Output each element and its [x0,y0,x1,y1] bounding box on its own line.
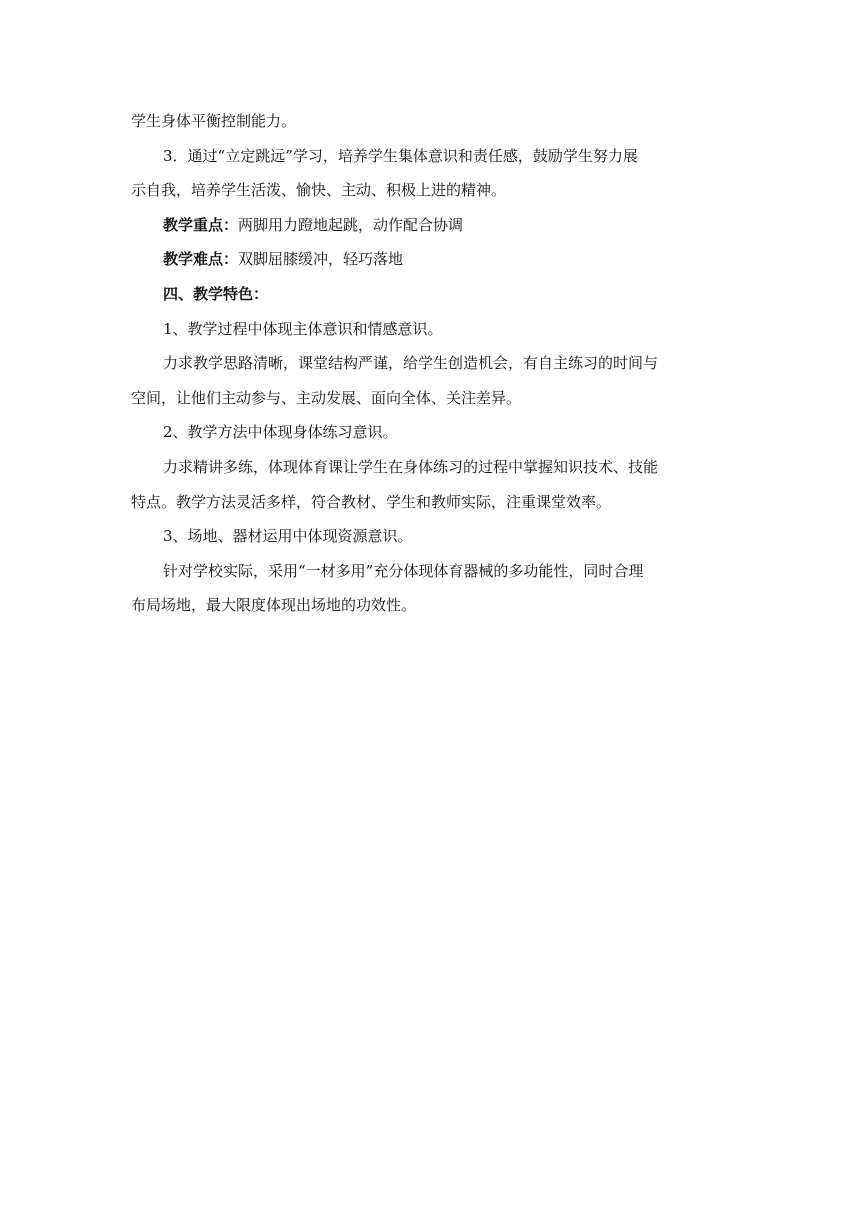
paragraph-line: 3．通过“立定跳远”学习，培养学生集体意识和责任感，鼓励学生努力展 [163,146,638,165]
paragraph-line: 学生身体平衡控制能力。 [131,112,297,130]
document-body [131,104,731,623]
key-point-label: 教学重点： [163,215,239,234]
paragraph-line: 力求教学思路清晰，课堂结构严谨，给学生创造机会，有自主练习的时间与 [163,354,659,373]
subheading-line: 1、教学过程中体现主体意识和情感意识。 [163,319,443,338]
subheading-line: 3、场地、器材运用中体现资源意识。 [163,527,413,546]
difficulty-label: 教学难点： [163,250,239,269]
key-point-line [131,208,731,243]
key-point-text: 两脚用力蹬地起跳，动作配合协调 [238,215,464,234]
paragraph-line: 空间，让他们主动参与、主动发展、面向全体、关注差异。 [131,388,522,407]
paragraph-line: 力求精讲多练，体现体育课让学生在身体练习的过程中掌握知识技术、技能 [163,457,659,476]
difficulty-text: 双脚屈膝缓冲，轻巧落地 [238,250,404,269]
difficulty-line [131,242,731,277]
paragraph-line: 特点。教学方法灵活多样，符合教材、学生和教师实际，注重课堂效率。 [131,492,612,511]
paragraph-line: 示自我，培养学生活泼、愉快、主动、积极上进的精神。 [131,181,507,200]
section-heading: 四、教学特色： [163,284,269,303]
paragraph-line: 布局场地，最大限度体现出场地的功效性。 [131,596,417,615]
paragraph-line: 针对学校实际，采用“一材多用”充分体现体育器械的多功能性，同时合理 [163,561,644,580]
subheading-line: 2、教学方法中体现身体练习意识。 [163,423,398,442]
